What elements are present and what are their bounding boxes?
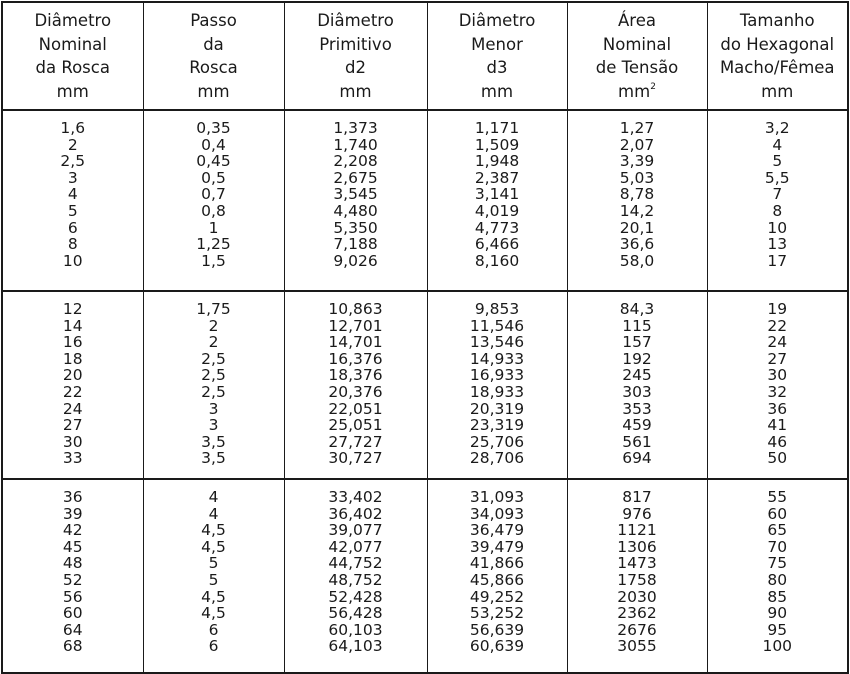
nominal-diameter-cell: 1,6 2 2,5 3 4 5 6 8 10 — [2, 110, 143, 291]
pitch-diameter-cell: 33,402 36,402 39,077 42,077 44,752 48,752 52,428 56,428 60,103 64,103 — [284, 479, 427, 673]
minor-diameter-cell: 9,853 11,546 13,546 14,933 16,933 18,933 20,319 23,319 25,706 28,706 — [427, 291, 567, 479]
nominal-diameter-cell: 36 39 42 45 48 52 56 60 64 68 — [2, 479, 143, 673]
table-row-group — [2, 291, 848, 479]
header-minor-diameter: Diâmetro Menor d3 mm — [427, 2, 567, 110]
pitch-cell: 1,75 2 2 2,5 2,5 2,5 3 3 3,5 3,5 — [143, 291, 284, 479]
table-row-group — [2, 479, 848, 673]
hex-size-cell: 19 22 24 27 30 32 36 41 46 50 — [707, 291, 848, 479]
unit-mm2: $mm^2$ — [618, 81, 656, 101]
stress-area-cell: 817 976 1121 1306 1473 1758 2030 2362 2676 3055 — [567, 479, 707, 673]
pitch-diameter-cell: 1,373 1,740 2,208 2,675 3,545 4,480 5,350 7,188 9,026 — [284, 110, 427, 291]
squared-superscript: 2 — [650, 81, 656, 92]
table-row-group — [2, 110, 848, 291]
header-stress-area: Área Nominal de Tensão $mm^2$ — [567, 2, 707, 110]
header-pitch-diameter: Diâmetro Primitivo d2 mm — [284, 2, 427, 110]
header-hex-size: Tamanho do Hexagonal Macho/Fêmea mm — [707, 2, 848, 110]
stress-area-cell: 1,27 2,07 3,39 5,03 8,78 14,2 20,1 36,6 58,0 — [567, 110, 707, 291]
header-pitch: Passo da Rosca mm — [143, 2, 284, 110]
nominal-diameter-cell: 12 14 16 18 20 22 24 27 30 33 — [2, 291, 143, 479]
hex-size-cell: 3,2 4 5 5,5 7 8 10 13 17 — [707, 110, 848, 291]
pitch-cell: 4 4 4,5 4,5 5 5 4,5 4,5 6 6 — [143, 479, 284, 673]
thread-dimensions-table — [1, 1, 849, 674]
pitch-cell: 0,35 0,4 0,45 0,5 0,7 0,8 1 1,25 1,5 — [143, 110, 284, 291]
header-row — [2, 2, 848, 110]
hex-size-cell: 55 60 65 70 75 80 85 90 95 100 — [707, 479, 848, 673]
minor-diameter-cell: 1,171 1,509 1,948 2,387 3,141 4,019 4,773 6,466 8,160 — [427, 110, 567, 291]
minor-diameter-cell: 31,093 34,093 36,479 39,479 41,866 45,866 49,252 53,252 56,639 60,639 — [427, 479, 567, 673]
stress-area-cell: 84,3 115 157 192 245 303 353 459 561 694 — [567, 291, 707, 479]
header-nominal-diameter: Diâmetro Nominal da Rosca mm — [2, 2, 143, 110]
pitch-diameter-cell: 10,863 12,701 14,701 16,376 18,376 20,376 22,051 25,051 27,727 30,727 — [284, 291, 427, 479]
